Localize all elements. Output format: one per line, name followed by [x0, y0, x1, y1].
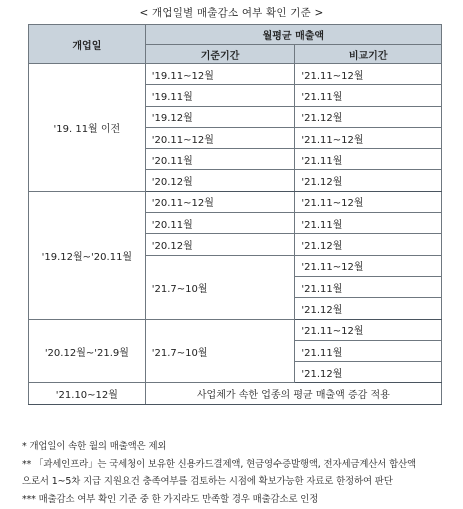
header-open-date: 개업일 [29, 25, 146, 64]
base-period-cell: '21.7~10월 [145, 255, 295, 319]
open-date-cell: '19. 11월 이전 [29, 64, 146, 192]
footnote: 으로서 1~5차 지급 지원요건 충족여부를 검토하는 시점에 확보가능한 자료로 한정하여 판단 [22, 476, 393, 487]
compare-period-cell: '21.11월 [295, 213, 442, 234]
base-period-cell: '19.11~12월 [145, 64, 295, 85]
compare-period-cell: '21.12월 [295, 170, 442, 191]
compare-period-cell: '21.12월 [295, 234, 442, 255]
footnotes [22, 438, 452, 508]
compare-period-cell: '21.12월 [295, 298, 442, 319]
footnote: ** 「과세인프라」는 국세청이 보유한 신용카드결제액, 현금영수증발행액, 전자세금계산서 합산액 [22, 458, 416, 470]
base-period-cell: '21.7~10월 [145, 319, 295, 383]
base-period-cell: '20.11~12월 [145, 191, 295, 212]
open-date-cell: '19.12월~'20.11월 [29, 191, 146, 319]
header-base-period: 기준기간 [145, 45, 295, 64]
compare-period-cell: '21.12월 [295, 106, 442, 127]
compare-period-cell: '21.11~12월 [295, 191, 442, 212]
table-row [29, 319, 442, 340]
compare-period-cell: '21.11~12월 [295, 319, 442, 340]
header-compare-period: 비교기간 [295, 45, 442, 64]
industry-average-cell: 사업체가 속한 업종의 평균 매출액 증감 적용 [145, 383, 441, 404]
compare-period-cell: '21.12월 [295, 362, 442, 383]
base-period-cell: '20.11월 [145, 149, 295, 170]
table-row [29, 191, 442, 212]
table-title: < 개업일별 매출감소 여부 확인 기준 > [139, 7, 324, 19]
compare-period-cell: '21.11~12월 [295, 127, 442, 148]
base-period-cell: '19.11월 [145, 85, 295, 106]
compare-period-cell: '21.11월 [295, 149, 442, 170]
base-period-cell: '19.12월 [145, 106, 295, 127]
compare-period-cell: '21.11월 [295, 340, 442, 361]
table-row [29, 383, 442, 404]
table-row [29, 64, 442, 85]
sales-decline-criteria-table [28, 24, 442, 405]
open-date-cell: '21.10~12월 [29, 383, 146, 404]
header-monthly-avg-sales: 월평균 매출액 [145, 25, 441, 45]
base-period-cell: '20.12월 [145, 234, 295, 255]
base-period-cell: '20.11월 [145, 213, 295, 234]
compare-period-cell: '21.11월 [295, 85, 442, 106]
compare-period-cell: '21.11~12월 [295, 255, 442, 276]
base-period-cell: '20.11~12월 [145, 127, 295, 148]
footnote: *** 매출감소 여부 확인 기준 중 한 가지라도 만족할 경우 매출감소로 인정 [22, 493, 319, 505]
compare-period-cell: '21.11~12월 [295, 64, 442, 85]
base-period-cell: '20.12월 [145, 170, 295, 191]
compare-period-cell: '21.11월 [295, 276, 442, 297]
open-date-cell: '20.12월~'21.9월 [29, 319, 146, 383]
footnote: * 개업일이 속한 월의 매출액은 제외 [22, 441, 167, 452]
